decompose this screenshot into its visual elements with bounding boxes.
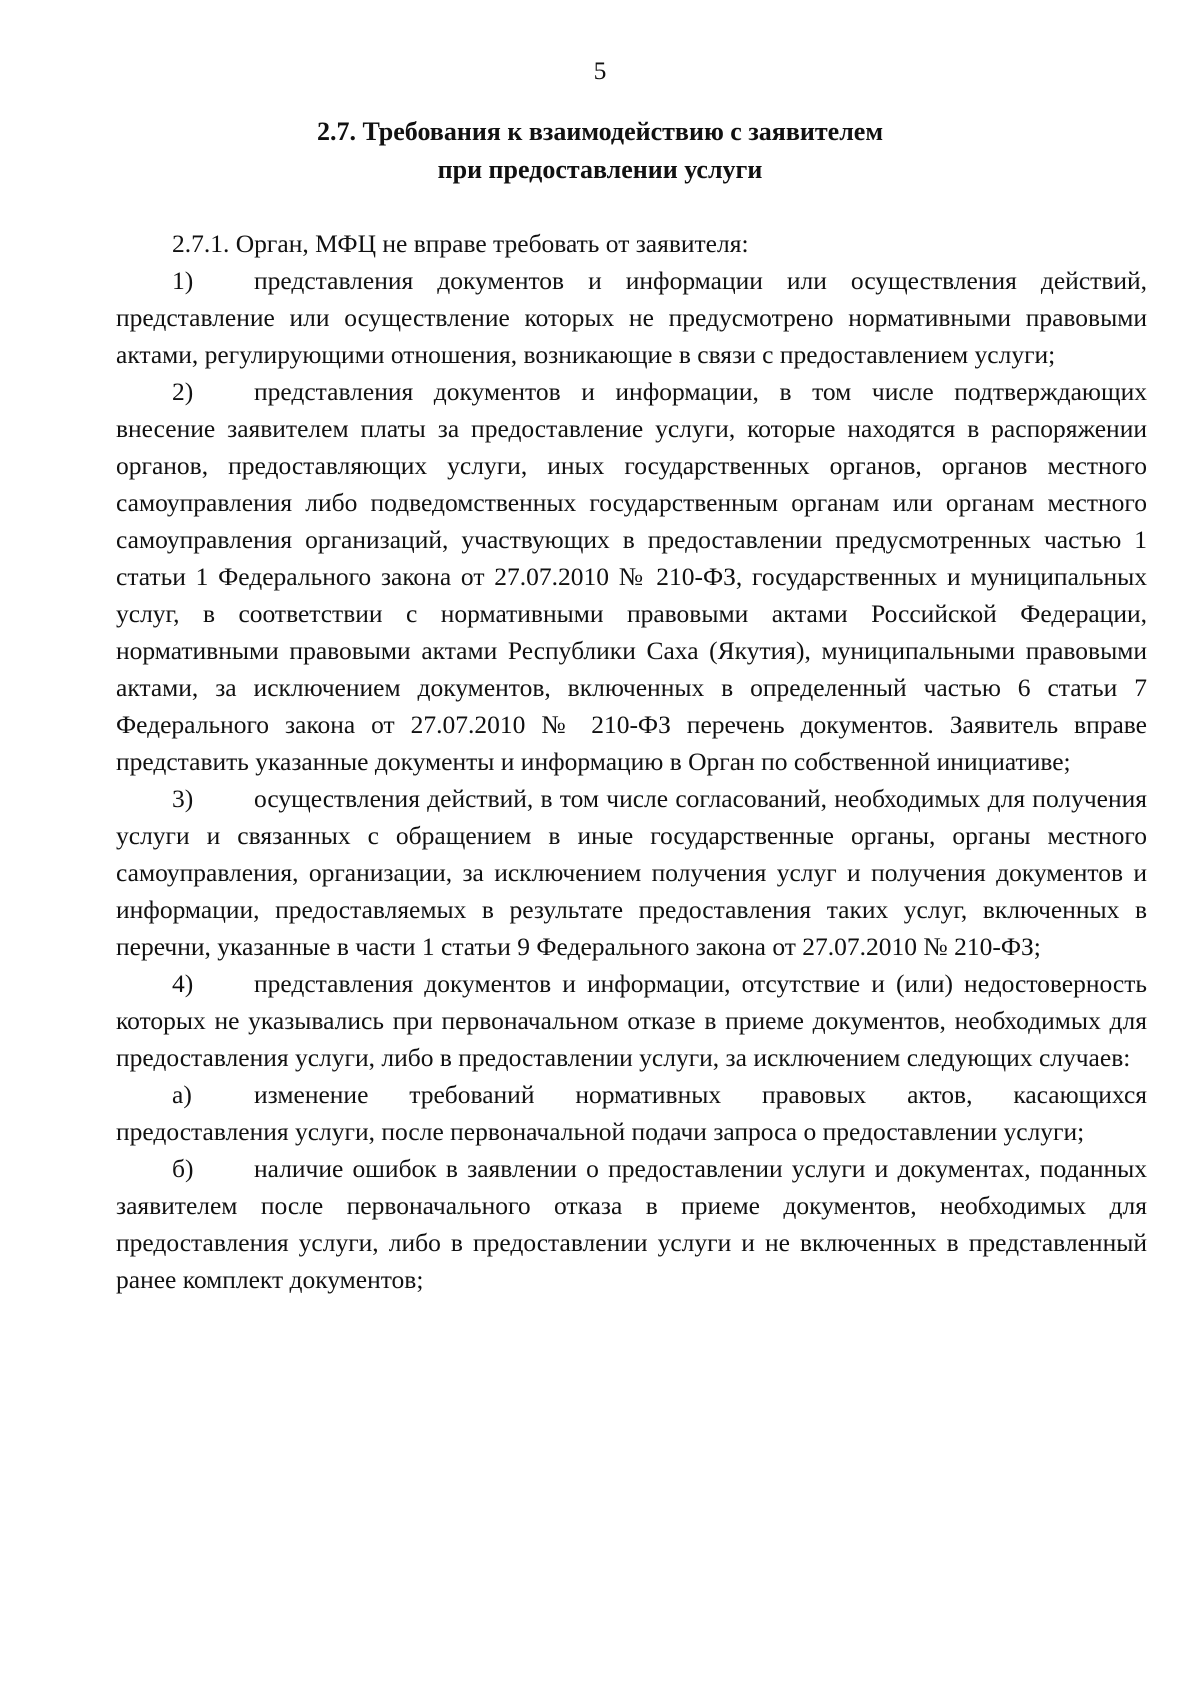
intro-paragraph: 2.7.1. Орган, МФЦ не вправе требовать от заявителя: [172,229,749,258]
list-item-marker: 1) [172,266,194,295]
section-heading-line-2: при предоставлении услуги [437,155,763,184]
list-item-marker: 3) [172,784,194,813]
sub-item-a [116,1076,1147,1150]
list-item-2 [116,373,1147,780]
list-item-marker: а) [172,1080,192,1109]
page-number: 5 [593,56,607,85]
list-item-text: представления документов и информации или осуществления действий, представление или осуществление которых не предусмотрено нормативными правовыми актами, регулирующими отношения, возникающие в связи с предоставлением услуги; [116,266,1147,369]
list-item-marker: б) [172,1154,194,1183]
list-item-3 [116,780,1147,965]
list-item-text: изменение требований нормативных правовых актов, касающихся предоставления услуги, после первоначальной подачи запроса о предоставлении услуги; [116,1080,1147,1146]
section-heading [0,113,1200,189]
list-item-text: осуществления действий, в том числе согласований, необходимых для получения услуги и связанных с обращением в иные государственные органы, органы местного самоуправления, организации, за исключением получения услуг и получения документов и информации, предоставляемых в результате предоставления таких услуг, включенных в перечни, указанные в части 1 статьи 9 Федерального закона от 27.07.2010 № 210-ФЗ; [116,784,1147,961]
list-item-marker: 2) [172,377,194,406]
list-item-text: представления документов и информации, отсутствие и (или) недостоверность которых не указывались при первоначальном отказе в приеме документов, необходимых для предоставления услуги, либо в предоставлении услуги, за исключением следующих случаев: [116,969,1147,1072]
list-item-text: представления документов и информации, в том числе подтверждающих внесение заявителем платы за предоставление услуги, которые находятся в распоряжении органов, предоставляющих услуги, иных государственных органов, органов местного самоуправления либо подведомственных государственным органам или органам местного самоуправления организаций, участвующих в предоставлении предусмотренных частью 1 статьи 1 Федерального закона от 27.07.2010 № 210-ФЗ, государственных и муниципальных услуг, в соответствии с нормативными правовыми актами Российской Федерации, нормативными правовыми актами Республики Саха (Якутия), муниципальными правовыми актами, за исключением документов, включенных в определенный частью 6 статьи 7 Федерального закона от 27.07.2010 № 210-ФЗ перечень документов. Заявитель вправе представить указанные документы и информацию в Орган по собственной инициативе; [116,377,1147,776]
list-item-1 [116,262,1147,373]
list-item-4 [116,965,1147,1076]
document-body [116,225,1147,1298]
sub-item-b [116,1150,1147,1298]
list-item-text: наличие ошибок в заявлении о предоставлении услуги и документах, поданных заявителем после первоначального отказа в приеме документов, необходимых для предоставления услуги, либо в предоставлении услуги и не включенных в представленный ранее комплект документов; [116,1154,1147,1294]
list-item-marker: 4) [172,969,194,998]
section-heading-line-1: 2.7. Требования к взаимодействию с заявителем [316,117,884,146]
